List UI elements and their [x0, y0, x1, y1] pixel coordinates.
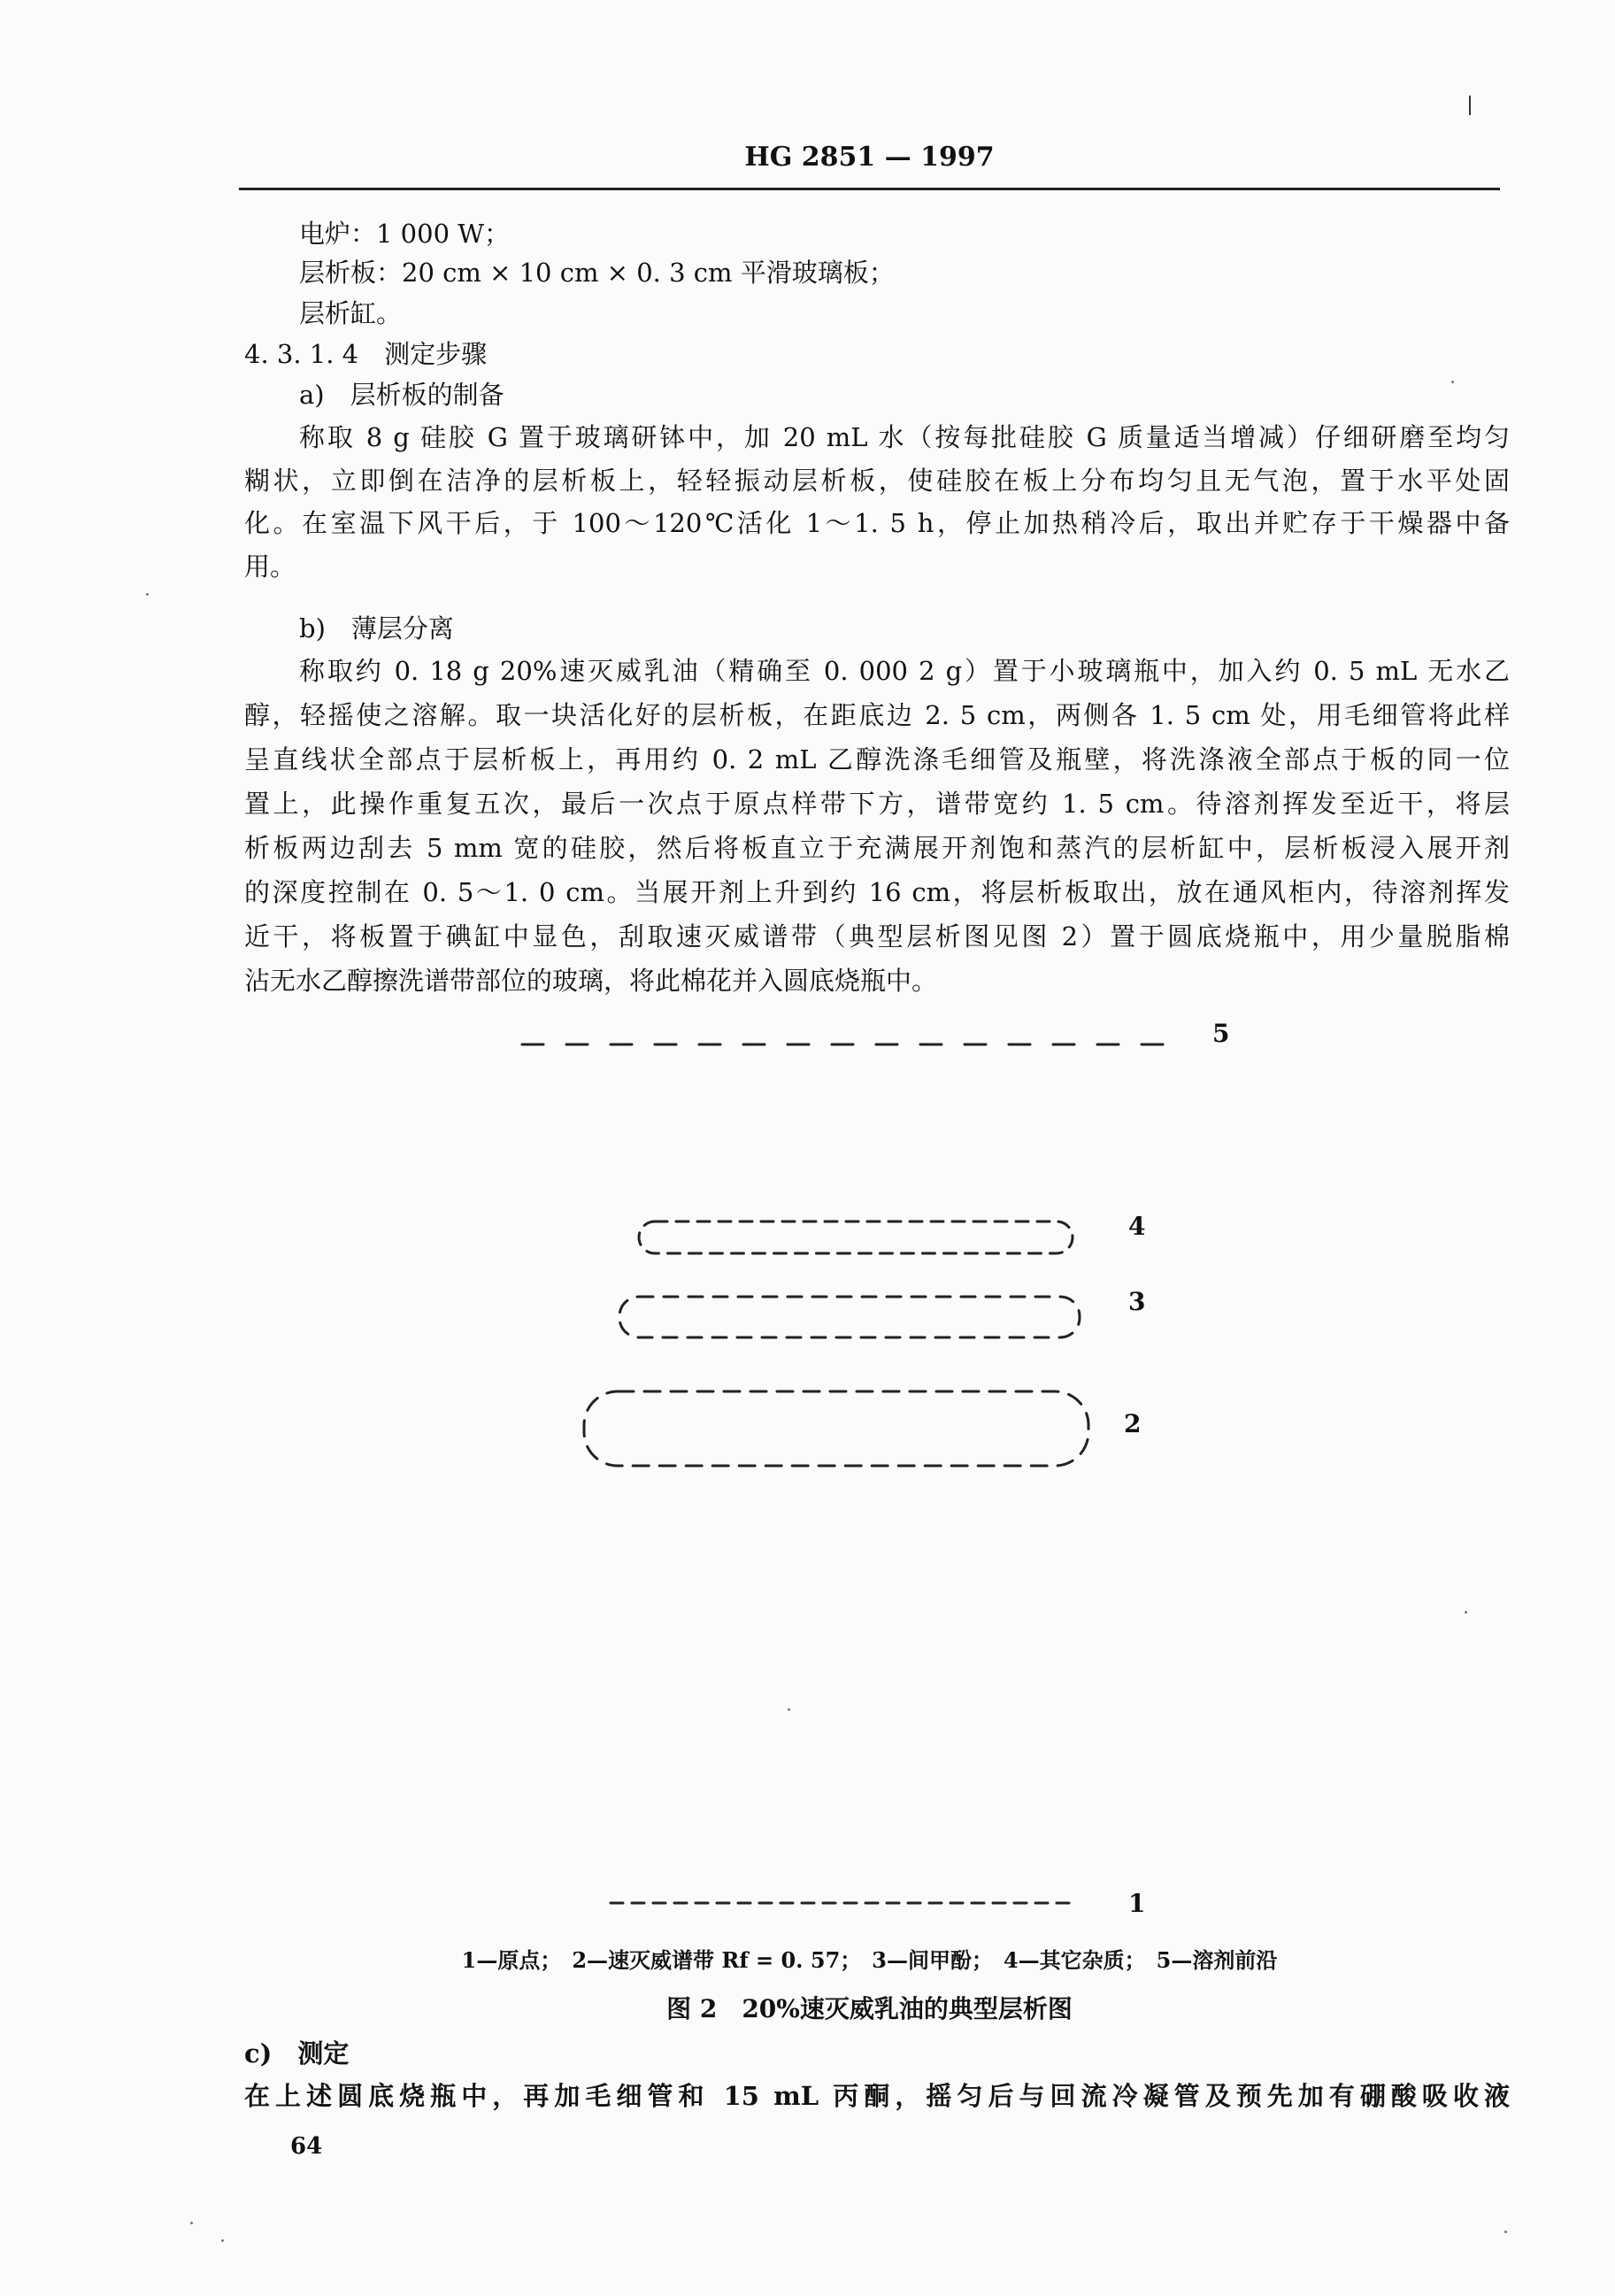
scan-speck [190, 2222, 193, 2224]
scan-speck [1504, 2231, 1507, 2233]
para-a-line-4: 用。 [244, 551, 296, 582]
label-1: 1 [1128, 1889, 1146, 1918]
m-cresol-band [619, 1297, 1080, 1337]
page-header: HG 2851 — 1997 [744, 142, 995, 173]
para-b-line-7: 近干，将板置于碘缸中显色，刮取速灭威谱带（典型层析图见图 2）置于圆底烧瓶中，用少量脱脂棉 [244, 921, 1510, 952]
subsection-b-title: b) 薄层分离 [299, 613, 454, 643]
para-b-line-1: 称取约 0. 18 g 20%速灭威乳油（精确至 0. 000 2 g）置于小玻璃瓶中，加入约 0. 5 mL 无水乙 [299, 656, 1510, 686]
equipment-line-3: 层析缸。 [299, 298, 403, 328]
para-a-line-1: 称取 8 g 硅胶 G 置于玻璃研钵中，加 20 mL 水（按每批硅胶 G 质量适当增减）仔细研磨至均匀 [299, 422, 1510, 452]
label-5: 5 [1212, 1019, 1230, 1048]
scan-speck [146, 593, 149, 596]
para-b-line-4: 置上，此操作重复五次，最后一次点于原点样带下方，谱带宽约 1. 5 cm。待溶剂挥发至近干，将层 [244, 789, 1510, 819]
scan-speck [788, 1708, 790, 1711]
figure-legend: 1—原点； 2—速灭威谱带 Rf = 0. 57； 3—间甲酚； 4—其它杂质； 5—溶剂前沿 [461, 1947, 1278, 1973]
label-2: 2 [1124, 1409, 1142, 1438]
para-c-line-1: 在上述圆底烧瓶中，再加毛细管和 15 mL 丙酮，摇匀后与回流冷凝管及预先加有硼酸吸收液 [244, 2081, 1510, 2111]
impurity-band [639, 1221, 1073, 1253]
figure-title: 图 2 20%速灭威乳油的典型层析图 [666, 1994, 1073, 2023]
para-b-line-5: 析板两边刮去 5 mm 宽的硅胶，然后将板直立于充满展开剂饱和蒸汽的层析缸中，层析板浸入展开剂 [244, 833, 1510, 863]
scan-speck [221, 2239, 224, 2242]
section-heading: 4. 3. 1. 4 测定步骤 [244, 339, 488, 369]
para-b-line-6: 的深度控制在 0. 5～1. 0 cm。当展开剂上升到约 16 cm，将层析板取出，放在通风柜内，待溶剂挥发 [244, 877, 1510, 907]
page-number: 64 [290, 2133, 323, 2160]
subsection-a-title: a) 层析板的制备 [299, 380, 504, 410]
label-3: 3 [1128, 1287, 1146, 1316]
para-a-line-2: 糊状，立即倒在洁净的层析板上，轻轻振动层析板，使硅胶在板上分布均匀且无气泡，置于水平处固 [244, 466, 1510, 496]
para-b-line-2: 醇，轻摇使之溶解。取一块活化好的层析板，在距底边 2. 5 cm，两侧各 1. 5 cm 处，用毛细管将此样 [244, 700, 1510, 730]
para-b-line-3: 呈直线状全部点于层析板上，再用约 0. 2 mL 乙醇洗涤毛细管及瓶壁，将洗涤液全部点于板的同一位 [244, 744, 1510, 774]
metolcarb-band [584, 1391, 1088, 1466]
subsection-c-title: c) 测定 [244, 2038, 350, 2069]
para-a-line-3: 化。在室温下风干后，于 100～120℃活化 1～1. 5 h，停止加热稍冷后，取出并贮存于干燥器中备 [244, 508, 1510, 538]
equipment-line-1: 电炉：1 000 W； [299, 219, 511, 249]
scan-speck [1465, 1611, 1467, 1614]
equipment-line-2: 层析板：20 cm × 10 cm × 0. 3 cm 平滑玻璃板； [299, 258, 895, 288]
label-4: 4 [1128, 1212, 1146, 1241]
scan-speck [1451, 381, 1454, 383]
para-b-line-8: 沾无水乙醇擦洗谱带部位的玻璃，将此棉花并入圆底烧瓶中。 [244, 966, 938, 996]
